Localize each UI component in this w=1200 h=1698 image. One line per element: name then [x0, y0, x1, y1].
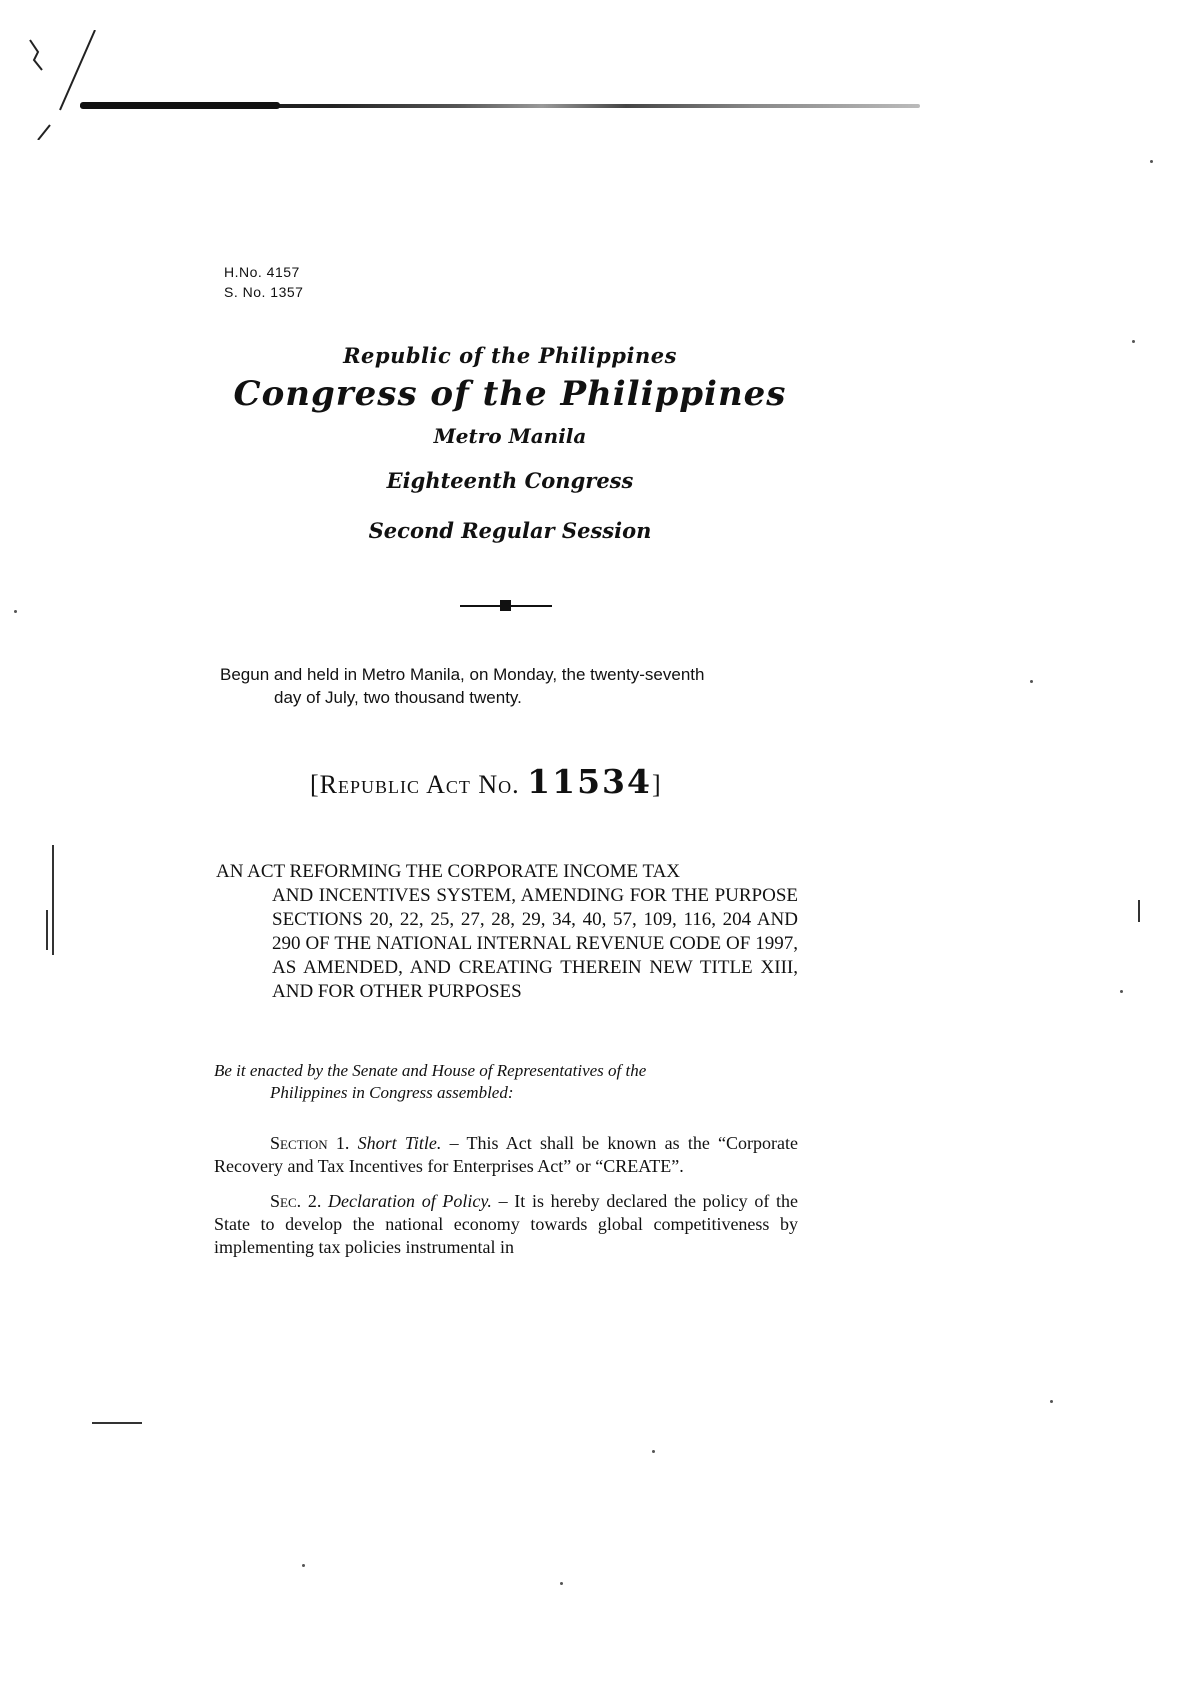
congress-number-heading: Eighteenth Congress — [386, 468, 634, 493]
section-2-text: It is hereby declared the policy of the State to develop the national economy towards global competitiveness by implementing tax policies instrumental in — [214, 1191, 799, 1257]
location-heading: Metro Manila — [433, 424, 587, 448]
scan-speck — [1150, 160, 1153, 163]
section-1 — [214, 1132, 798, 1178]
open-bracket: [ — [310, 770, 320, 799]
begun-line-1: Begun and held in Metro Manila, on Monday, the twenty-seventh — [220, 665, 705, 684]
house-bill-number: H.No. 4157 — [224, 264, 300, 280]
section-1-dash: – — [441, 1133, 467, 1153]
right-edge-mark — [1138, 900, 1140, 922]
enacting-clause-line-1: Be it enacted by the Senate and House of Representatives of the — [214, 1061, 647, 1080]
scan-speck — [14, 610, 17, 613]
republic-heading: Republic of the Philippines — [343, 343, 677, 368]
divider-ornament — [460, 600, 552, 612]
section-2-heading: Declaration of Policy. — [328, 1191, 492, 1211]
republic-act-number: 11534 — [527, 762, 652, 801]
senate-bill-number: S. No. 1357 — [224, 284, 304, 300]
bill-numbers — [224, 262, 303, 302]
act-title-line-1: AN ACT REFORMING THE CORPORATE INCOME TAX — [216, 861, 681, 882]
section-2-dash: – — [491, 1191, 515, 1211]
scan-speck — [1030, 680, 1033, 683]
left-edge-mark — [52, 845, 54, 955]
begun-statement — [220, 663, 820, 709]
scan-speck — [652, 1450, 655, 1453]
act-title — [216, 860, 798, 1004]
act-title-rest: AND INCENTIVES SYSTEM, AMENDING FOR THE PURPOSE SECTIONS 20, 22, 25, 27, 28, 29, 34, 40, 57, 109, 116, 204 AND 290 OF THE NATIONAL INTERNAL REVENUE CODE OF 1997, AS AMENDED, AND CREATING THEREIN NEW TITLE XIII, AND FOR OTHER PURPOSES — [272, 885, 798, 1002]
section-2-paragraph — [214, 1190, 798, 1259]
republic-act-label: Republic Act No. — [319, 770, 520, 799]
section-1-paragraph — [214, 1132, 798, 1178]
scan-speck — [1120, 990, 1123, 993]
scan-line-heavy — [80, 102, 280, 109]
scan-speck — [302, 1564, 305, 1567]
section-1-heading: Short Title. — [357, 1133, 442, 1153]
republic-act-title — [310, 762, 810, 801]
left-edge-mark-2 — [46, 910, 48, 950]
scan-speck — [560, 1582, 563, 1585]
section-2-label: Sec. 2. — [270, 1191, 322, 1211]
divider-square — [500, 600, 511, 611]
enacting-clause — [214, 1060, 798, 1104]
scan-speck — [1050, 1400, 1053, 1403]
close-bracket: ] — [651, 770, 662, 799]
begun-line-2: day of July, two thousand twenty. — [274, 688, 522, 707]
session-heading: Second Regular Session — [368, 518, 652, 543]
section-1-text: This Act shall be known as the “Corporate Recovery and Tax Incentives for Enterprises Act” or “CREATE”. — [214, 1133, 799, 1176]
scan-corner-mark — [20, 30, 130, 140]
bottom-left-mark — [92, 1422, 142, 1424]
scan-speck — [1132, 340, 1135, 343]
section-2 — [214, 1190, 798, 1259]
section-1-label: Section 1. — [270, 1133, 350, 1153]
enacting-clause-line-2: Philippines in Congress assembled: — [270, 1083, 514, 1102]
congress-heading: Congress of the Philippines — [233, 374, 787, 414]
